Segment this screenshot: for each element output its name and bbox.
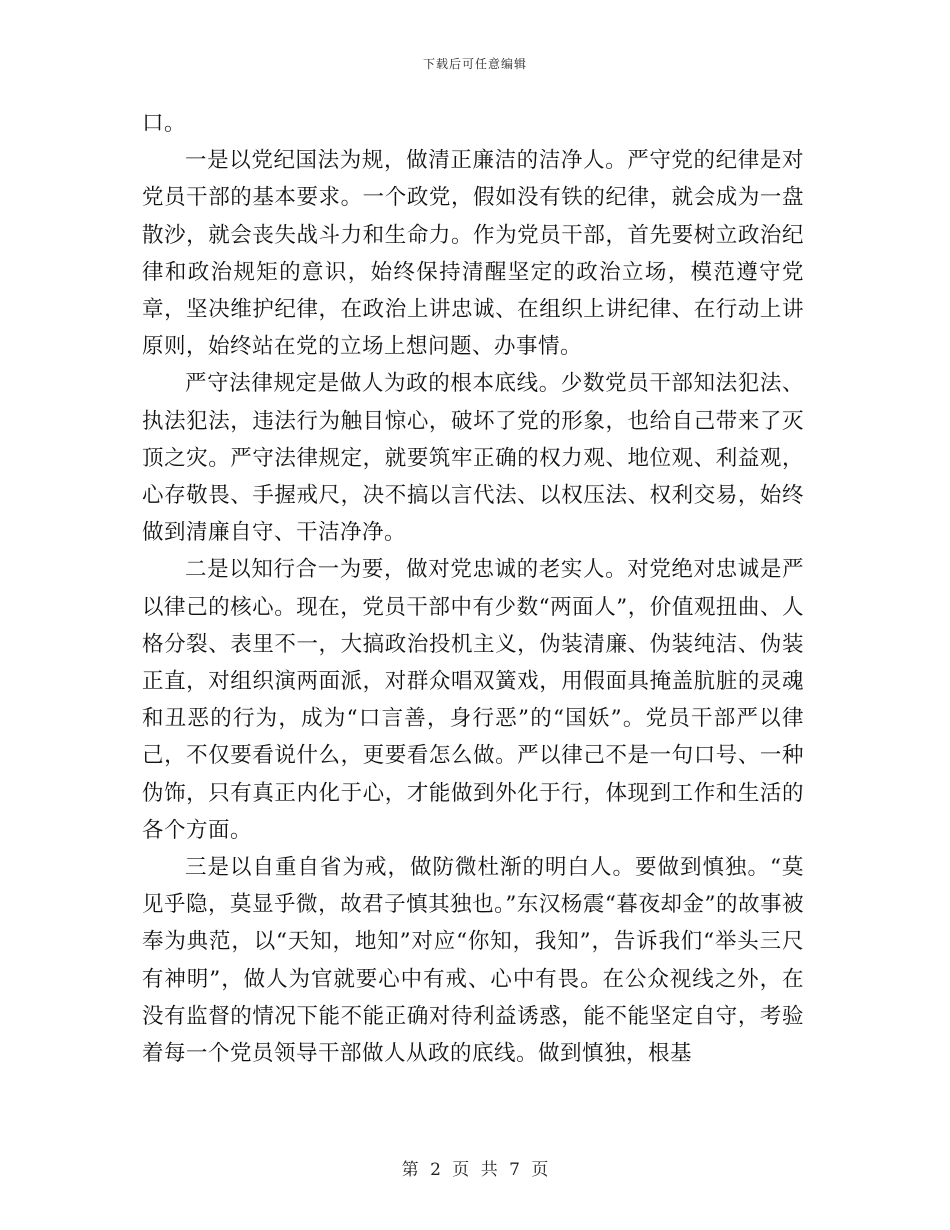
page-header-note: 下载后可任意编辑 xyxy=(422,57,527,71)
paragraph-1: 一是以党纪国法为规，做清正廉洁的洁净人。严守党的纪律是对党员干部的基本要求。一个政党，假如没有铁的纪律，就会成为一盘散沙，就会丧失战斗力和生命力。作为党员干部，首先要树立政治纪律和政治规矩的意识，始终保持清醒坚定的政治立场，模范遵守党章，坚决维护纪律，在政治上讲忠诚、在组织上讲纪律、在行动上讲原则，始终站在党的立场上想问题、办事情。 xyxy=(142,148,804,360)
paragraph-3: 二是以知行合一为要，做对党忠诚的老实人。对党绝对忠诚是严以律己的核心。现在，党员干部中有少数“两面人”，价值观扭曲、人格分裂、表里不一，大搞政治投机主义，伪装清廉、伪装纯洁、伪装正直，对组织演两面派，对群众唱双簧戏，用假面具掩盖肮脏的灵魂和丑恶的行为，成为“口言善，身行恶”的“国妖”。党员干部严以律己，不仅要看说什么，更要看怎么做。严以律己不是一句口号、一种伪饰，只有真正内化于心，才能做到外化于行，体现到工作和生活的各个方面。 xyxy=(142,557,804,843)
document-body xyxy=(142,105,804,1072)
paragraph-continuation: 口。 xyxy=(142,111,187,136)
page-number: 第 2 页 共 7 页 xyxy=(401,1160,549,1180)
paragraph-4: 三是以自重自省为戒，做防微杜渐的明白人。要做到慎独。“莫见乎隐，莫显乎微，故君子慎其独也。”东汉杨震“暮夜却金”的故事被奉为典范，以“天知，地知”对应“你知，我知”，告诉我们“举头三尺有神明”，做人为官就要心中有戒、心中有畏。在公众视线之外，在没有监督的情况下能不能正确对待利益诱惑，能不能坚定自守，考验着每一个党员领导干部做人从政的底线。做到慎独，根基 xyxy=(142,855,804,1067)
paragraph-2: 严守法律规定是做人为政的根本底线。少数党员干部知法犯法、执法犯法，违法行为触目惊心，破坏了党的形象，也给自己带来了灭顶之灾。严守法律规定，就要筑牢正确的权力观、地位观、利益观，心存敬畏、手握戒尺，决不搞以言代法、以权压法、权利交易，始终做到清廉自守、干洁净净。 xyxy=(142,371,804,546)
